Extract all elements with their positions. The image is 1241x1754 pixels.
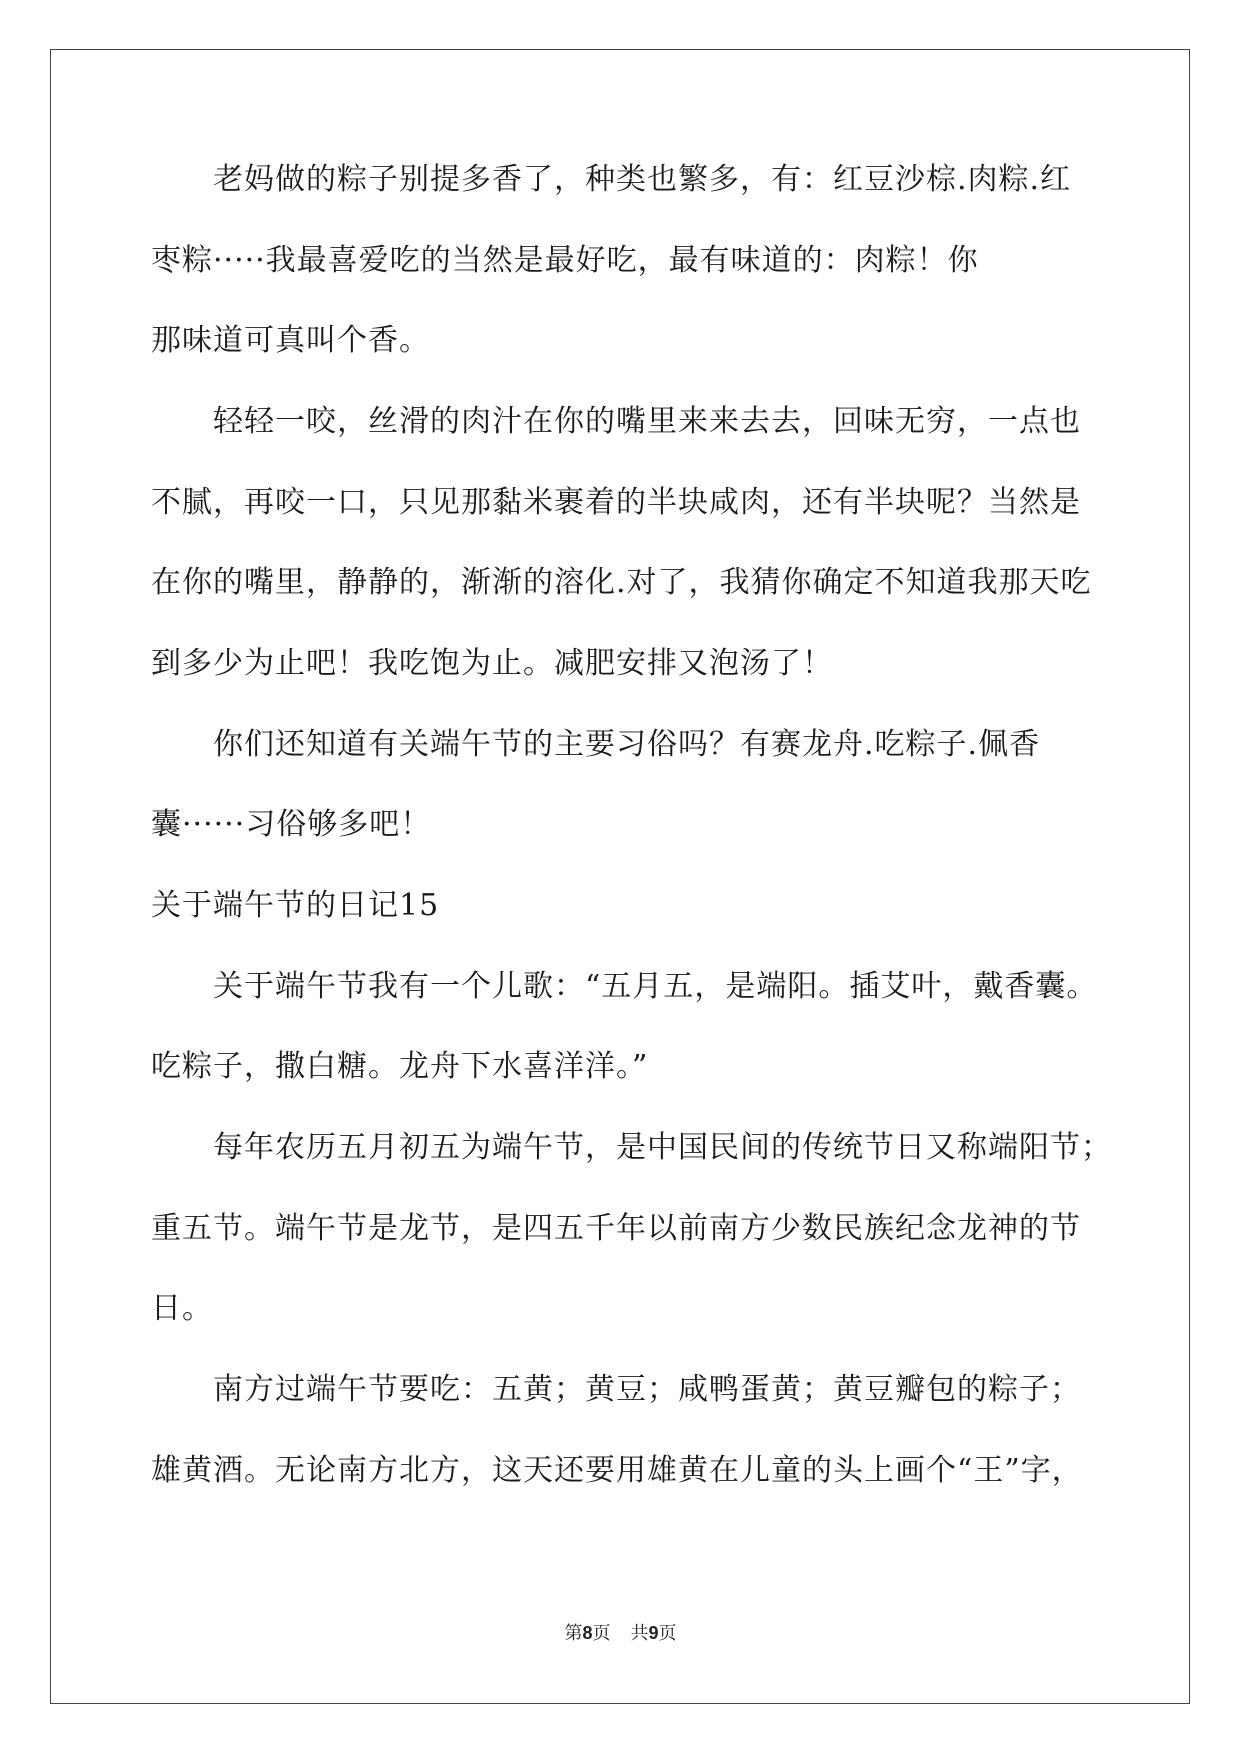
text-line: 不腻，再咬一口，只见那黏米裹着的半块咸肉，还有半块呢？当然是 (151, 485, 1081, 520)
footer-total-prefix: 共 (630, 1623, 649, 1644)
text-line: 枣粽·····我最喜爱吃的当然是最好吃，最有味道的：肉粽！你 (151, 243, 979, 278)
text-line: 你们还知道有关端午节的主要习俗吗？有赛龙舟.吃粽子.佩香 (151, 727, 1041, 762)
text-line: 到多少为止吧！我吃饱为止。减肥安排又泡汤了！ (151, 646, 833, 681)
text-line: 每年农历五月初五为端午节，是中国民间的传统节日又称端阳节； (151, 1130, 1112, 1165)
footer-total-suffix: 页 (658, 1623, 677, 1644)
section-heading: 关于端午节的日记15 (151, 888, 440, 923)
footer-page-suffix: 页 (592, 1623, 611, 1644)
text-line: 关于端午节我有一个儿歌：“五月五，是端阳。插艾叶，戴香囊。 (151, 969, 1098, 1004)
text-line: 老妈做的粽子别提多香了，种类也繁多，有：红豆沙棕.肉粽.红 (151, 162, 1072, 197)
text-line: 在你的嘴里，静静的，渐渐的溶化.对了，我猜你确定不知道我那天吃 (151, 565, 1092, 600)
current-page-number: 8 (582, 1623, 593, 1643)
page-footer (0, 1621, 1241, 1646)
text-line: 吃粽子，撒白糖。龙舟下水喜洋洋。” (151, 1049, 649, 1084)
text-line: 囊······习俗够多吧！ (151, 807, 432, 842)
text-line: 日。 (151, 1291, 213, 1326)
text-line: 南方过端午节要吃：五黄；黄豆；咸鸭蛋黄；黄豆瓣包的粽子； (151, 1372, 1081, 1407)
text-line: 雄黄酒。无论南方北方，这天还要用雄黄在儿童的头上画个“王”字， (151, 1453, 1083, 1488)
text-line: 那味道可真叫个香。 (151, 323, 430, 358)
footer-prefix: 第 (564, 1623, 583, 1644)
total-page-number: 9 (648, 1623, 659, 1643)
text-line: 重五节。端午节是龙节，是四五千年以前南方少数民族纪念龙神的节 (151, 1211, 1081, 1246)
text-line: 轻轻一咬，丝滑的肉汁在你的嘴里来来去去，回味无穷，一点也 (151, 404, 1081, 439)
